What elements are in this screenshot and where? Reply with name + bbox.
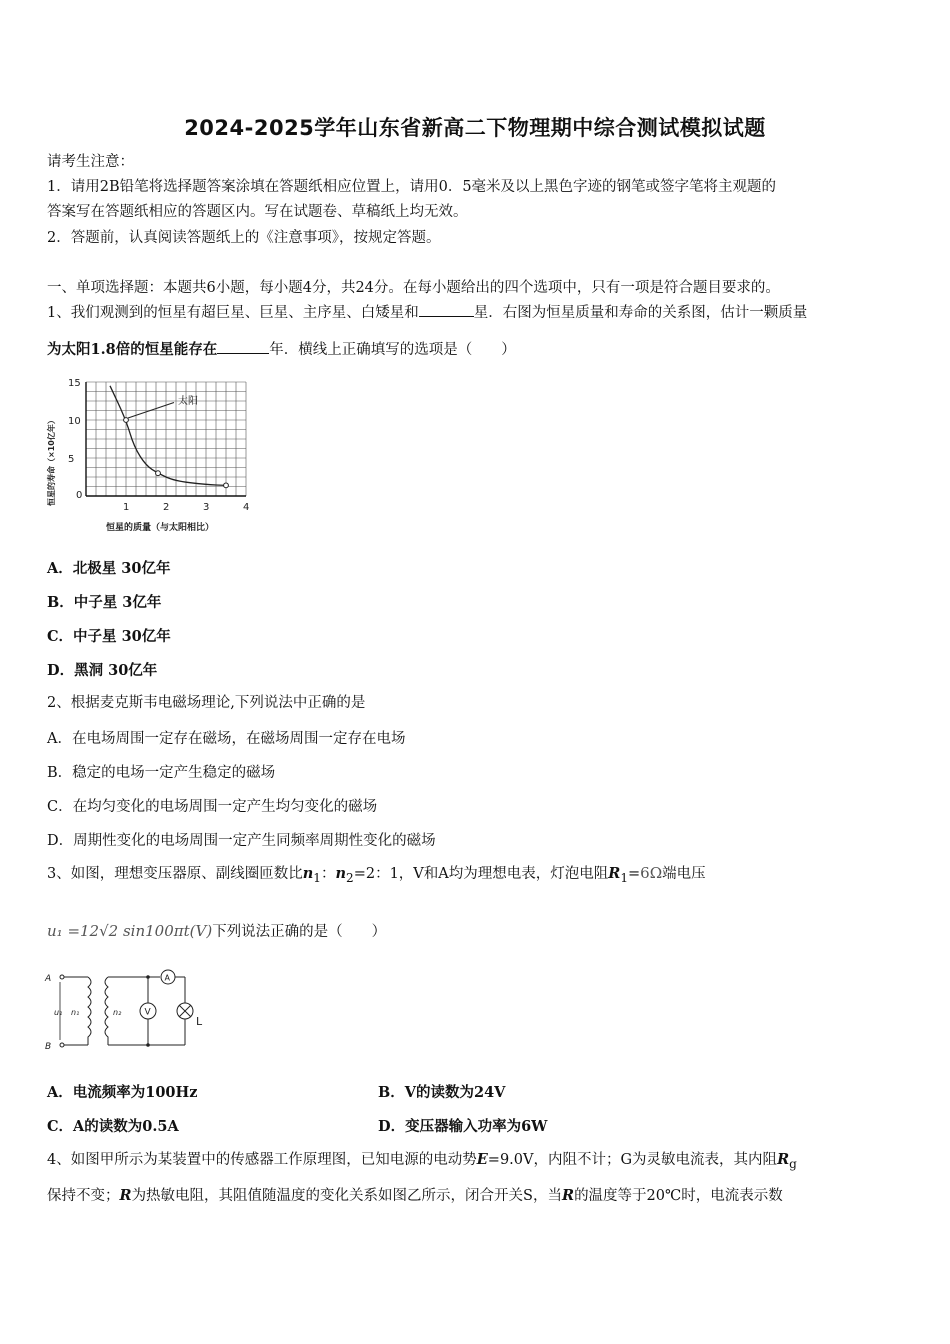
notice-line-1: 1．请用2B铅笔将选择题答案涂填在答题纸相应位置上，请用0．5毫米及以上黑色字迹的钢笔或签字笔将主观题的: [47, 179, 777, 195]
secondary-coil: [105, 977, 108, 1045]
q3-option-c[interactable]: C．A的读数为0.5A: [47, 1118, 179, 1135]
q1-stem-part: 为太阳1.8倍的恒星能存在: [47, 341, 218, 358]
q1-stem-part: 1、我们观测到的恒星有超巨星、巨星、主序星、白矮星和: [47, 305, 419, 321]
q3-option-b[interactable]: B．V的读数为24V: [378, 1084, 506, 1101]
q3-n1: n: [302, 865, 314, 882]
x-tick-label: 2: [163, 502, 170, 513]
q1-stem-part: 星．右图为恒星质量和寿命的关系图，估计一颗质量: [473, 305, 808, 321]
q3-option-a[interactable]: A．电流频率为100Hz: [47, 1084, 198, 1101]
q4-stem-part: 为热敏电阻，其阻值随温度的变化关系如图乙所示，闭合开关S，当: [131, 1188, 562, 1204]
q3-r1-sub: 1: [620, 870, 628, 885]
q3-stem-part: 端电压: [662, 866, 706, 882]
data-point-marker: [156, 471, 161, 476]
ammeter-label: A: [164, 973, 170, 983]
label-n2: n₂: [113, 1008, 122, 1017]
q3-formula: u₁ =12√2 sin100πt(V): [47, 922, 213, 940]
q1-blank-1: [419, 302, 474, 317]
junction-dot: [146, 1043, 150, 1047]
q1-option-b[interactable]: B．中子星 3亿年: [47, 594, 162, 611]
section-heading: 一、单项选择题：本题共6小题，每小题4分，共24分。在每小题给出的四个选项中，只有一项是符合题目要求的。: [47, 280, 780, 296]
q3-stem-line-1: [47, 863, 706, 888]
terminal-a: [60, 975, 64, 979]
q2-option-b[interactable]: B．稳定的电场一定产生稳定的磁场: [47, 765, 276, 781]
data-point-marker: [124, 418, 129, 423]
primary-coil: [88, 977, 91, 1045]
q2-option-a[interactable]: A．在电场周围一定存在磁场，在磁场周围一定存在电场: [47, 731, 406, 747]
x-tick-label: 1: [123, 502, 130, 513]
y-tick-label: 10: [68, 416, 81, 427]
q2-option-c[interactable]: C．在均匀变化的电场周围一定产生均匀变化的磁场: [47, 799, 378, 815]
q3-n1-sub: 1: [313, 870, 321, 885]
q3-stem-part: 下列说法正确的是（ ）: [212, 924, 387, 940]
q3-colon: ：: [320, 866, 336, 882]
junction-dot: [146, 975, 150, 979]
chart-ticks: [68, 378, 249, 513]
q3-option-d[interactable]: D．变压器输入功率为6W: [378, 1118, 548, 1135]
q3-stem-part: =: [628, 866, 641, 882]
star-mass-lifetime-chart: [44, 372, 254, 537]
notice-line-3: 2．答题前，认真阅读答题纸上的《注意事项》，按规定答题。: [47, 230, 441, 246]
notice-heading: 请考生注意：: [47, 154, 134, 170]
q1-stem-line-2: [47, 339, 516, 360]
chart-grid: [86, 382, 246, 496]
x-tick-label: 3: [203, 502, 210, 513]
q4-rg-sub: g: [789, 1156, 797, 1171]
label-n1: n₁: [71, 1008, 80, 1017]
x-tick-label: 4: [243, 502, 250, 513]
q3-n2: n: [335, 865, 347, 882]
y-tick-label: 5: [68, 454, 75, 465]
origin-label: 0: [76, 490, 83, 501]
notice-line-2: 答案写在答题纸相应的答题区内。写在试题卷、草稿纸上均无效。: [47, 204, 468, 220]
q4-stem-part: =9.0V，内阻不计；G为灵敏电流表，其内阻: [487, 1152, 778, 1168]
q1-stem-line-1: [47, 302, 807, 323]
q4-r: R: [119, 1187, 132, 1204]
q1-option-c[interactable]: C．中子星 30亿年: [47, 628, 171, 645]
q4-stem-part: 保持不变；: [47, 1188, 120, 1204]
q4-rg: R: [777, 1151, 790, 1168]
q4-stem-part: 4、如图甲所示为某装置中的传感器工作原理图，已知电源的电动势: [47, 1152, 477, 1168]
q3-r1-value: 6Ω: [640, 864, 663, 882]
q4-stem-part: 的温度等于20℃时，电流表示数: [574, 1188, 783, 1204]
q3-stem-line-2: [47, 921, 386, 942]
q4-r: R: [562, 1187, 575, 1204]
q4-stem-line-1: [47, 1150, 797, 1174]
terminal-b: [60, 1043, 64, 1047]
q3-n2-sub: 2: [346, 870, 354, 885]
q2-option-d[interactable]: D．周期性变化的电场周围一定产生同频率周期性变化的磁场: [47, 833, 436, 849]
q2-stem: 2、根据麦克斯韦电磁场理论,下列说法中正确的是: [47, 695, 366, 711]
label-u1: u₁: [54, 1008, 63, 1017]
label-a: A: [45, 974, 52, 984]
q1-stem-part: 年．横线上正确填写的选项是（ ）: [269, 342, 516, 358]
lamp-label: L: [196, 1015, 203, 1028]
chart-x-label: 恒星的质量（与太阳相比）: [106, 523, 215, 533]
transformer-circuit-diagram: [40, 962, 220, 1057]
chart-y-label: 恒星的寿命（×10亿年）: [47, 416, 56, 506]
voltmeter-label: V: [144, 1007, 151, 1018]
page-title: 2024-2025学年山东省新高二下物理期中综合测试模拟试题: [184, 116, 766, 140]
sun-annotation: 太阳: [178, 396, 198, 408]
label-b: B: [45, 1042, 52, 1052]
q4-stem-line-2: [47, 1186, 783, 1206]
q3-stem-part: 3、如图，理想变压器原、副线圈匝数比: [47, 866, 303, 882]
q1-option-a[interactable]: A．北极星 30亿年: [47, 560, 171, 577]
y-tick-label: 15: [68, 378, 81, 389]
q1-option-d[interactable]: D．黑洞 30亿年: [47, 662, 158, 679]
data-point-marker: [224, 483, 229, 488]
q1-blank-2: [217, 339, 269, 354]
q3-r1: R: [608, 865, 621, 882]
q4-e: E: [476, 1151, 488, 1168]
q3-stem-part: =2：1，V和A均为理想电表，灯泡电阻: [353, 866, 609, 882]
